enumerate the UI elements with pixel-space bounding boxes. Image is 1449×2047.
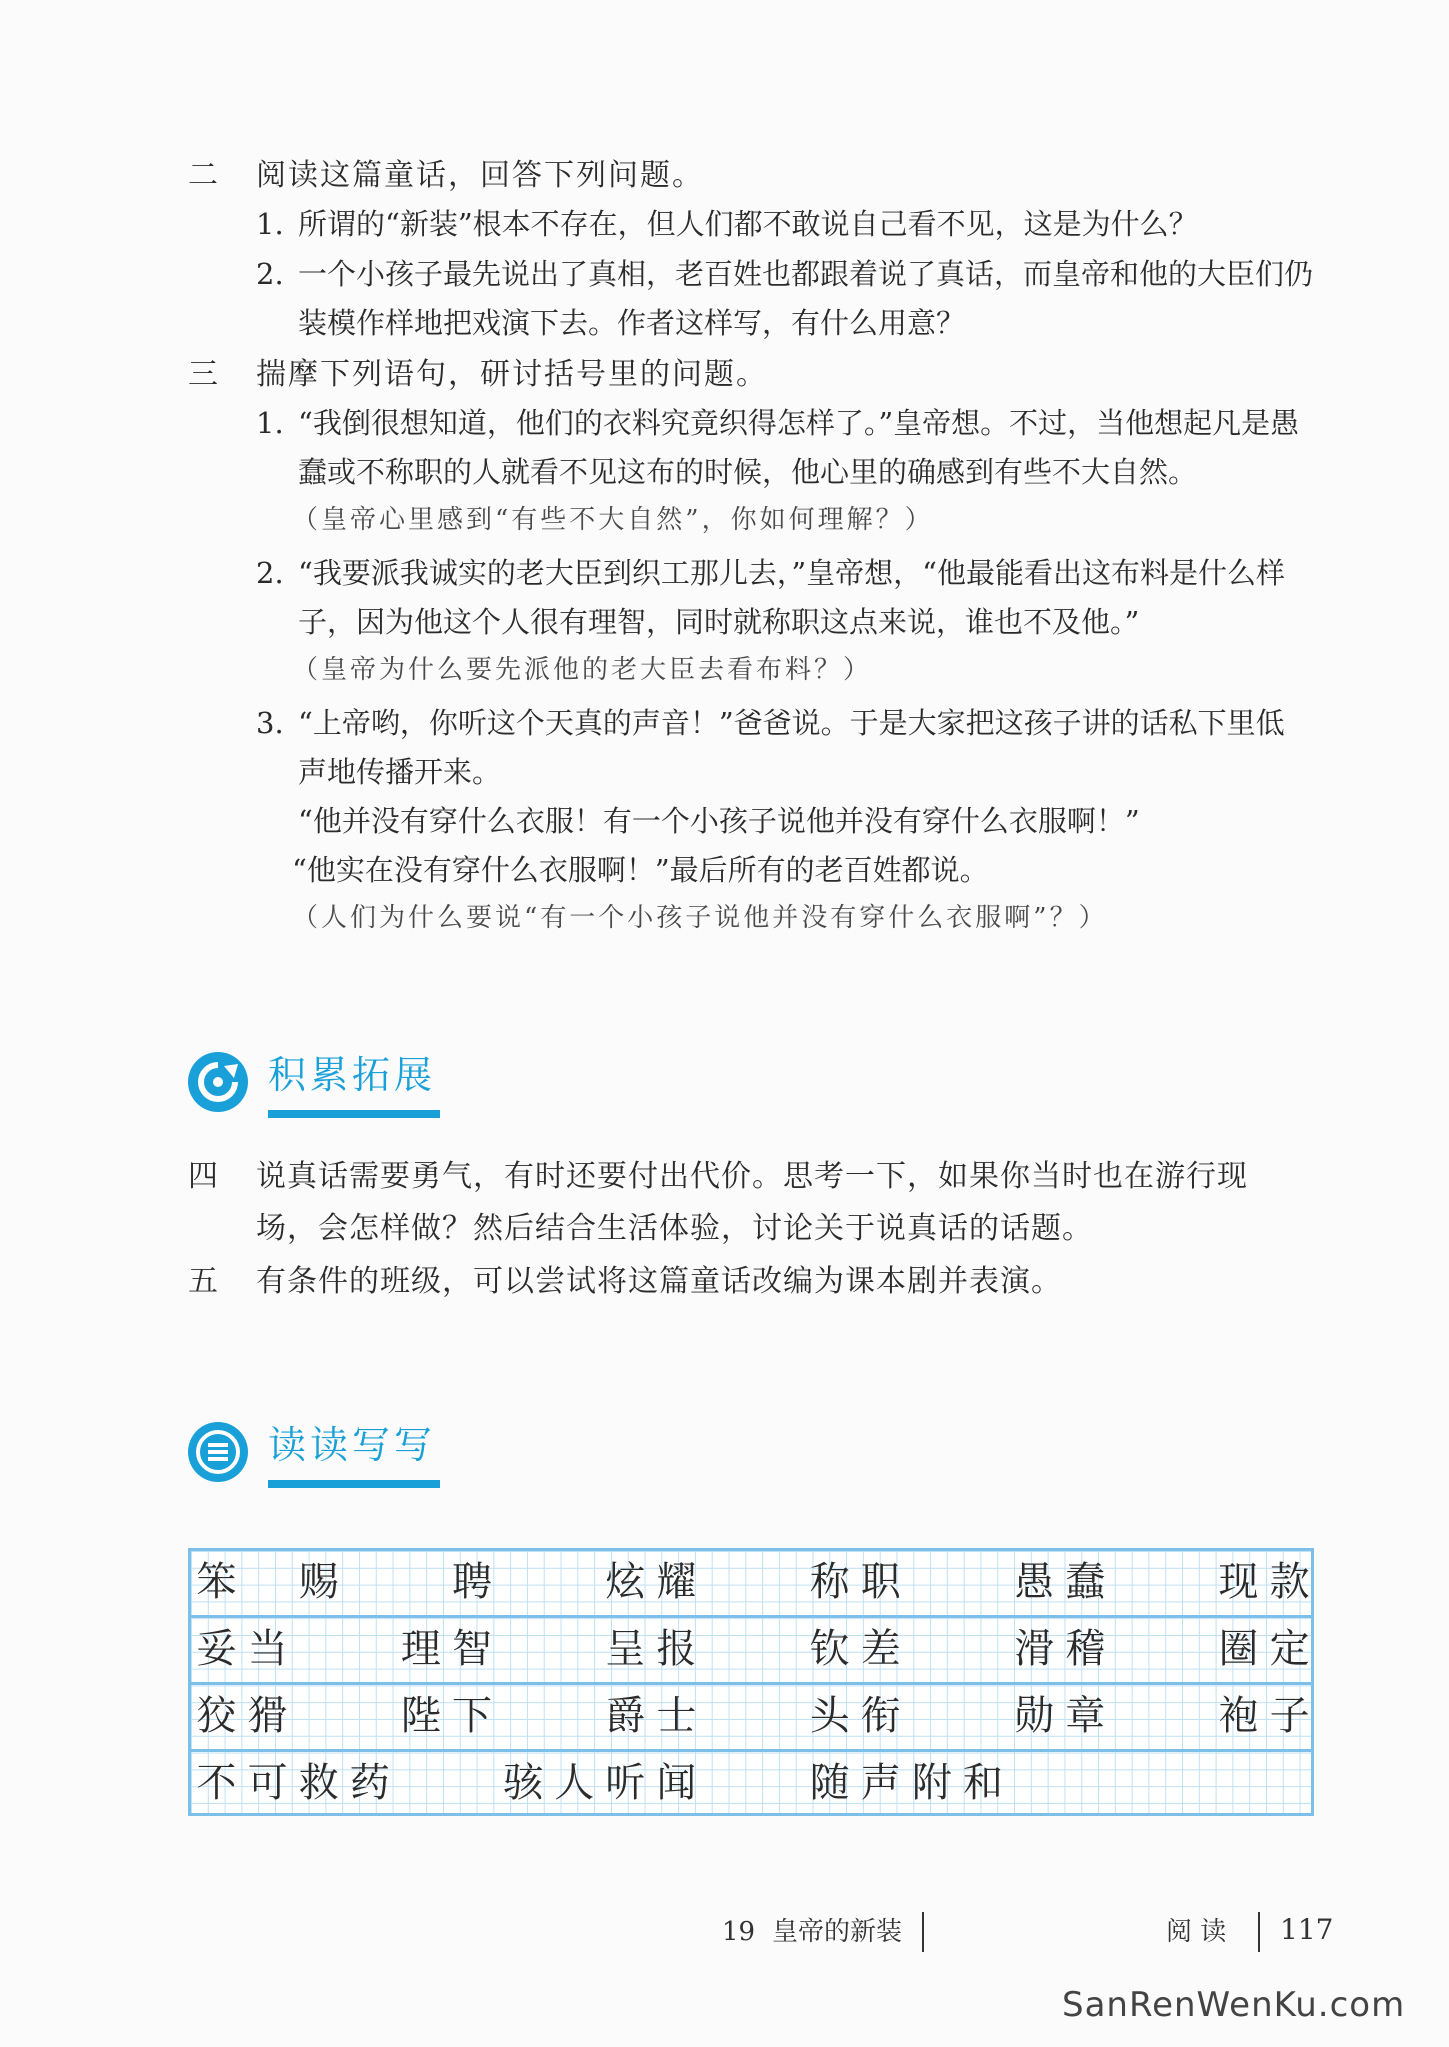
watermark-text: SanRenWenKu.com: [1062, 1985, 1406, 2025]
arrow-circle-icon: [188, 1052, 248, 1112]
q3-item-3-line3: “他并没有穿什么衣服！有一个小孩子说他并没有穿什么衣服啊！”: [298, 804, 1140, 838]
q3-item-2-question: （皇帝为什么要先派他的老大臣去看布料？）: [292, 655, 873, 685]
lesson-number: 19: [722, 1917, 756, 1947]
grid-char: 现: [1218, 1559, 1259, 1605]
section-title-read-write: 读读写写: [268, 1423, 437, 1467]
grid-char: 笨: [196, 1559, 237, 1605]
grid-char: 和: [963, 1760, 1003, 1806]
question-5-text: 有条件的班级，可以尝试将这篇童话改编为课本剧并表演。: [256, 1264, 1062, 1299]
q3-item-1-line1: “我倒很想知道，他们的衣料究竟织得怎样了。”皇帝想。不过，当他想起凡是愚: [298, 406, 1300, 440]
q3-item-1-question: （皇帝心里感到“有些不大自然”，你如何理解？）: [292, 505, 934, 535]
list-circle-icon: [188, 1422, 248, 1482]
grid-char: 报: [656, 1626, 697, 1672]
grid-char: 猾: [247, 1693, 288, 1739]
grid-char: 救: [298, 1760, 339, 1806]
footer-divider: [922, 1912, 924, 1952]
grid-char: 袍: [1218, 1693, 1259, 1739]
grid-char: 妥: [196, 1626, 237, 1672]
grid-char: 蠢: [1065, 1559, 1106, 1605]
grid-char: 爵: [605, 1693, 646, 1739]
unit-label: 阅 读: [1166, 1917, 1227, 1947]
page-number: 117: [1280, 1913, 1334, 1946]
lesson-title: 皇帝的新装: [772, 1917, 903, 1947]
grid-char: 职: [860, 1559, 901, 1605]
q3-item-3-line2: 声地传播开来。: [298, 755, 502, 789]
question-title-2: 阅读这篇童话，回答下列问题。: [256, 158, 704, 193]
grid-char: 钦: [809, 1626, 850, 1672]
grid-char: 士: [656, 1693, 697, 1739]
question-number-3: 三: [188, 357, 218, 392]
q3-item-3-line1: “上帝哟，你听这个天真的声音！”爸爸说。于是大家把这孩子讲的话私下里低: [298, 706, 1285, 740]
q3-item-2-line2: 子，因为他这个人很有理智，同时就称职这点来说，谁也不及他。”: [298, 605, 1140, 639]
grid-char: 随: [809, 1760, 850, 1806]
grid-char: 人: [554, 1760, 595, 1806]
section-underline: [268, 1480, 440, 1488]
q3-item-3-question: （人们为什么要说“有一个小孩子说他并没有穿什么衣服啊”？）: [292, 903, 1108, 933]
q2-item-1-text: 所谓的“新装”根本不存在，但人们都不敢说自己看不见，这是为什么？: [298, 207, 1198, 241]
grid-char: 滑: [1014, 1626, 1055, 1672]
grid-char: 炫: [605, 1559, 646, 1605]
q2-item-2-line1: 一个小孩子最先说出了真相，老百姓也都跟着说了真话，而皇帝和他的大臣们仍: [298, 257, 1314, 291]
grid-char: 不: [196, 1760, 237, 1806]
grid-char: 理: [400, 1626, 441, 1672]
grid-char: 衔: [860, 1693, 901, 1739]
grid-char: 头: [809, 1693, 850, 1739]
section-header-read-write: [188, 1420, 468, 1490]
grid-char: 呈: [605, 1626, 646, 1672]
grid-char: 差: [860, 1626, 901, 1672]
grid-char: 智: [452, 1626, 492, 1672]
grid-char: 圈: [1218, 1626, 1259, 1672]
section-underline: [268, 1110, 440, 1118]
grid-char: 聘: [452, 1559, 492, 1605]
q3-item-1-num: 1.: [256, 406, 284, 440]
q3-item-2-num: 2.: [256, 556, 284, 590]
grid-char: 定: [1269, 1626, 1310, 1672]
grid-char: 药: [349, 1760, 390, 1806]
q2-item-1-num: 1.: [256, 207, 284, 241]
grid-char: 耀: [656, 1559, 697, 1605]
grid-char: 骇: [503, 1760, 544, 1806]
word-practice-grid: [188, 1548, 1314, 1816]
grid-char: 闻: [656, 1760, 697, 1806]
grid-char: 下: [452, 1693, 492, 1739]
grid-row-divider: [191, 1615, 1311, 1618]
grid-char: 当: [247, 1626, 288, 1672]
section-title-extend: 积累拓展: [268, 1053, 437, 1097]
q2-item-2-line2: 装模作样地把戏演下去。作者这样写，有什么用意？: [298, 306, 966, 340]
grid-char: 附: [911, 1760, 952, 1806]
grid-char: 狡: [196, 1693, 237, 1739]
grid-row-divider: [191, 1682, 1311, 1685]
question-title-3: 揣摩下列语句，研讨括号里的问题。: [256, 357, 768, 392]
grid-char: 款: [1269, 1559, 1310, 1605]
q3-item-1-line2: 蠢或不称职的人就看不见这布的时候，他心里的确感到有些不大自然。: [298, 455, 1198, 489]
grid-char: 称: [809, 1559, 850, 1605]
grid-char: 章: [1065, 1693, 1106, 1739]
grid-char: 声: [860, 1760, 901, 1806]
q3-item-3-num: 3.: [256, 706, 284, 740]
question-number-4: 四: [188, 1159, 218, 1194]
question-4-line1: 说真话需要勇气，有时还要付出代价。思考一下，如果你当时也在游行现: [256, 1159, 1248, 1194]
grid-char: 稽: [1065, 1626, 1106, 1672]
q2-item-2-num: 2.: [256, 257, 284, 291]
grid-char: 愚: [1014, 1559, 1055, 1605]
question-number-5: 五: [188, 1264, 218, 1299]
q3-item-3-line4: “他实在没有穿什么衣服啊！”最后所有的老百姓都说。: [292, 853, 989, 887]
grid-char: 赐: [298, 1559, 339, 1605]
grid-char: 勋: [1014, 1693, 1055, 1739]
section-header-extend: [188, 1050, 468, 1120]
question-4-line2: 场，会怎样做？然后结合生活体验，讨论关于说真话的话题。: [256, 1211, 1093, 1246]
grid-char: 子: [1269, 1693, 1310, 1739]
footer-divider: [1258, 1912, 1260, 1952]
q3-item-2-line1: “我要派我诚实的老大臣到织工那儿去，”皇帝想，“他最能看出这布料是什么样: [298, 556, 1285, 590]
grid-char: 听: [605, 1760, 646, 1806]
grid-char: 陛: [400, 1693, 441, 1739]
question-number-2: 二: [188, 158, 218, 193]
grid-char: 可: [247, 1760, 288, 1806]
